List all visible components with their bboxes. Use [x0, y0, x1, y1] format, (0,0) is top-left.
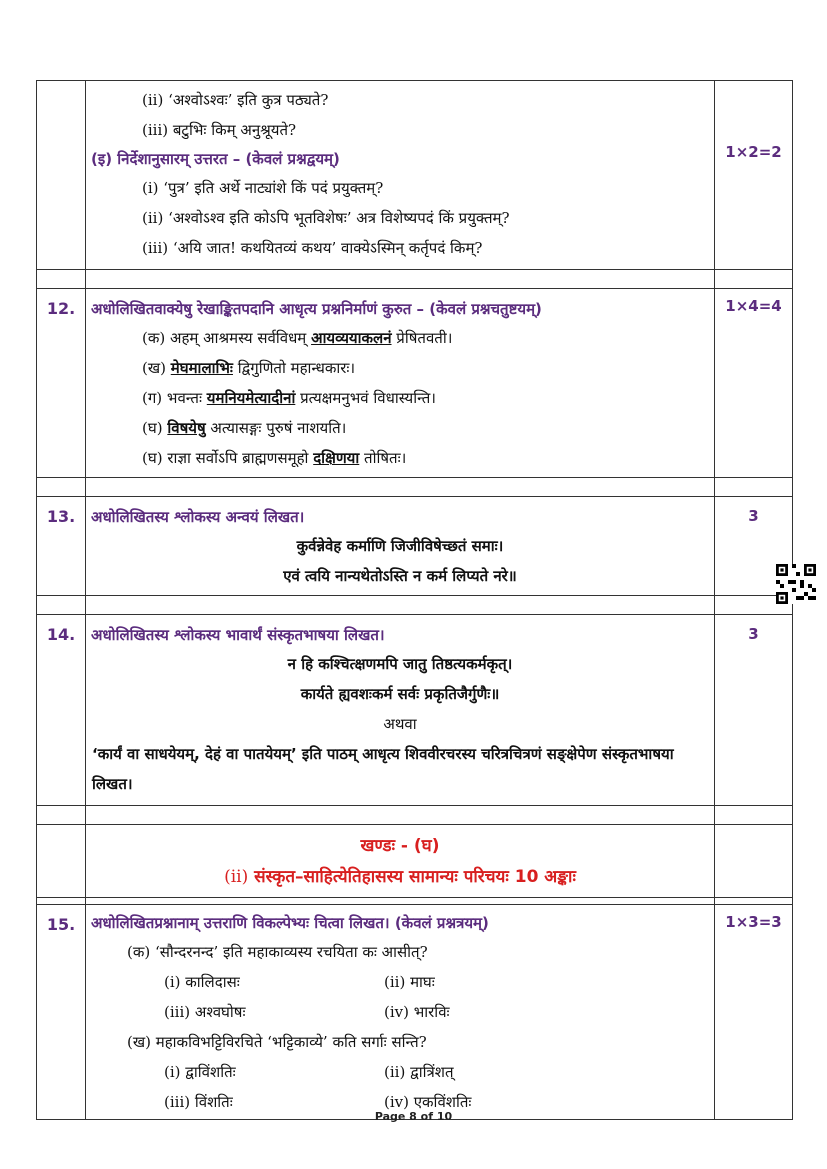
q15-heading: अधोलिखितप्रश्नानाम् उत्तराणि विकल्पेभ्यः चित्वा लिखत। (केवलं प्रश्नत्रयम्) — [91, 914, 489, 932]
spacer-row — [37, 596, 793, 615]
underlined-word: यमनियमेत्यादीनां — [206, 389, 296, 407]
q13-heading: अधोलिखितस्य श्लोकस्य अन्वयं लिखत। — [91, 508, 305, 526]
q12-item: (घ) विषयेषु अत्यासङ्गः पुरुषं नाशयति। — [142, 419, 347, 437]
section-row — [37, 825, 793, 898]
spacer-row — [37, 898, 793, 905]
q12-item: (ख) मेघमालाभिः द्विगुणितो महान्धकारः। — [142, 359, 356, 377]
q13-verse-line: कुर्वन्नेवेह कर्माणि जिजीविषेच्छतं समाः। — [296, 537, 504, 555]
q15-number: 15. — [37, 905, 86, 1120]
q12-item: (घ) राज्ञा सर्वोऽपि ब्राह्मणसमूहो दक्षिणया तोषितः। — [142, 449, 407, 467]
q12-item: (क) अहम् आश्रमस्य सर्वविधम् आयव्ययाकलनं प्रेषितवती। — [142, 329, 453, 347]
question-table — [36, 80, 793, 1120]
q12-marks: 1×4=4 — [715, 289, 793, 478]
q15-a-question: (क) ‘सौन्दरनन्द’ इति महाकाव्यस्य रचयिता कः आसीत्? — [127, 943, 428, 961]
q11-sub-line: (iii) ‘अयि जात! कथयितव्यं कथय’ वाक्येऽस्मिन् कर्तृपदं किम्? — [142, 239, 483, 257]
option: (iii) विंशतिः — [164, 1093, 233, 1111]
option: (iv) भारविः — [384, 1003, 450, 1021]
option: (ii) द्वात्रिंशत् — [384, 1063, 454, 1081]
q12-item: (ग) भवन्तः यमनियमेत्यादीनां प्रत्यक्षमनुभवं विधास्यन्ति। — [142, 389, 436, 407]
option: (iv) एकविंशतिः — [384, 1093, 472, 1111]
q12-heading: अधोलिखितवाक्येषु रेखाङ्कितपदानि आधृत्य प्रश्ननिर्माणं कुरुत – (केवलं प्रश्नचतुष्टयम्) — [91, 300, 542, 318]
q14-heading: अधोलिखितस्य श्लोकस्य भावार्थं संस्कृतभाषया लिखत। — [91, 626, 385, 644]
q14-verse-line: न हि कश्चित्क्षणमपि जातु तिष्ठत्यकर्मकृत्। — [287, 655, 513, 673]
option: (iii) अश्वघोषः — [164, 1003, 246, 1021]
option: (i) द्वाविंशतिः — [164, 1063, 236, 1081]
q12-number: 12. — [37, 289, 86, 478]
section-title: खण्डः - (घ) — [360, 836, 440, 856]
underlined-word: मेघमालाभिः — [170, 359, 233, 377]
q15-row — [37, 905, 793, 1120]
spacer-row — [37, 478, 793, 497]
underlined-word: आयव्ययाकलनं — [311, 329, 392, 347]
q14-verse-line: कार्यते ह्यवशःकर्म सर्वः प्रकृतिजैर्गुणैः॥ — [300, 685, 500, 703]
q15-a-options — [86, 997, 714, 1027]
q14-row — [37, 615, 793, 806]
q15-b-options — [86, 1057, 714, 1087]
page-number: Page 8 of 10 — [374, 1110, 453, 1123]
q14-alternative: ‘कार्यं वा साधयेयम्, देहं वा पातयेयम्’ इति पाठम् आधृत्य शिववीरचरस्य चरित्रचित्रणं सङ्क्षेपेण संस्कृतभाषया लिखत। — [92, 745, 674, 793]
spacer-row — [37, 270, 793, 289]
option: (ii) माघः — [384, 973, 435, 991]
q13-marks: 3 — [715, 497, 793, 596]
q13-number: 13. — [37, 497, 86, 596]
q11-line: (iii) बटुभिः किम् अनुश्रूयते? — [142, 121, 297, 139]
underlined-word: विषयेषु — [167, 419, 206, 437]
q11-sub-line: (i) ‘पुत्र’ इति अर्थे नाट्यांशे किं पदं प्रयुक्तम्? — [142, 179, 384, 197]
q11-sub-marks: 1×2=2 — [725, 143, 782, 161]
q11-line: (ii) ‘अश्वोऽश्वः’ इति कुत्र पठ्यते? — [142, 91, 329, 109]
q11-sub-line: (ii) ‘अश्वोऽश्व इति कोऽपि भूतविशेषः’ अत्र विशेष्यपदं किं प्रयुक्तम्? — [142, 209, 510, 227]
q12-row — [37, 289, 793, 478]
section-subtitle: (ii) संस्कृत–साहित्येतिहासस्य सामान्यः परिचयः 10 अङ्काः — [224, 867, 576, 887]
q11-tail-row — [37, 81, 793, 270]
q14-marks: 3 — [715, 615, 793, 806]
underlined-word: दक्षिणया — [313, 449, 360, 467]
q13-verse-line: एवं त्वयि नान्यथेतोऽस्ति न कर्म लिप्यते नरे॥ — [283, 567, 517, 585]
q15-marks: 1×3=3 — [715, 905, 793, 1120]
spacer-row — [37, 806, 793, 825]
q11-sub-heading: (इ) निर्देशानुसारम् उत्तरत – (केवलं प्रश्नद्वयम्) — [91, 150, 340, 168]
q15-a-options — [86, 967, 714, 997]
option: (i) कालिदासः — [164, 973, 240, 991]
q14-or: अथवा — [383, 715, 417, 733]
qr-code-icon — [776, 564, 816, 604]
q13-row — [37, 497, 793, 596]
q14-number: 14. — [37, 615, 86, 806]
q15-b-question: (ख) महाकविभट्टिविरचिते ‘भट्टिकाव्ये’ कति सर्गाः सन्ति? — [127, 1033, 427, 1051]
